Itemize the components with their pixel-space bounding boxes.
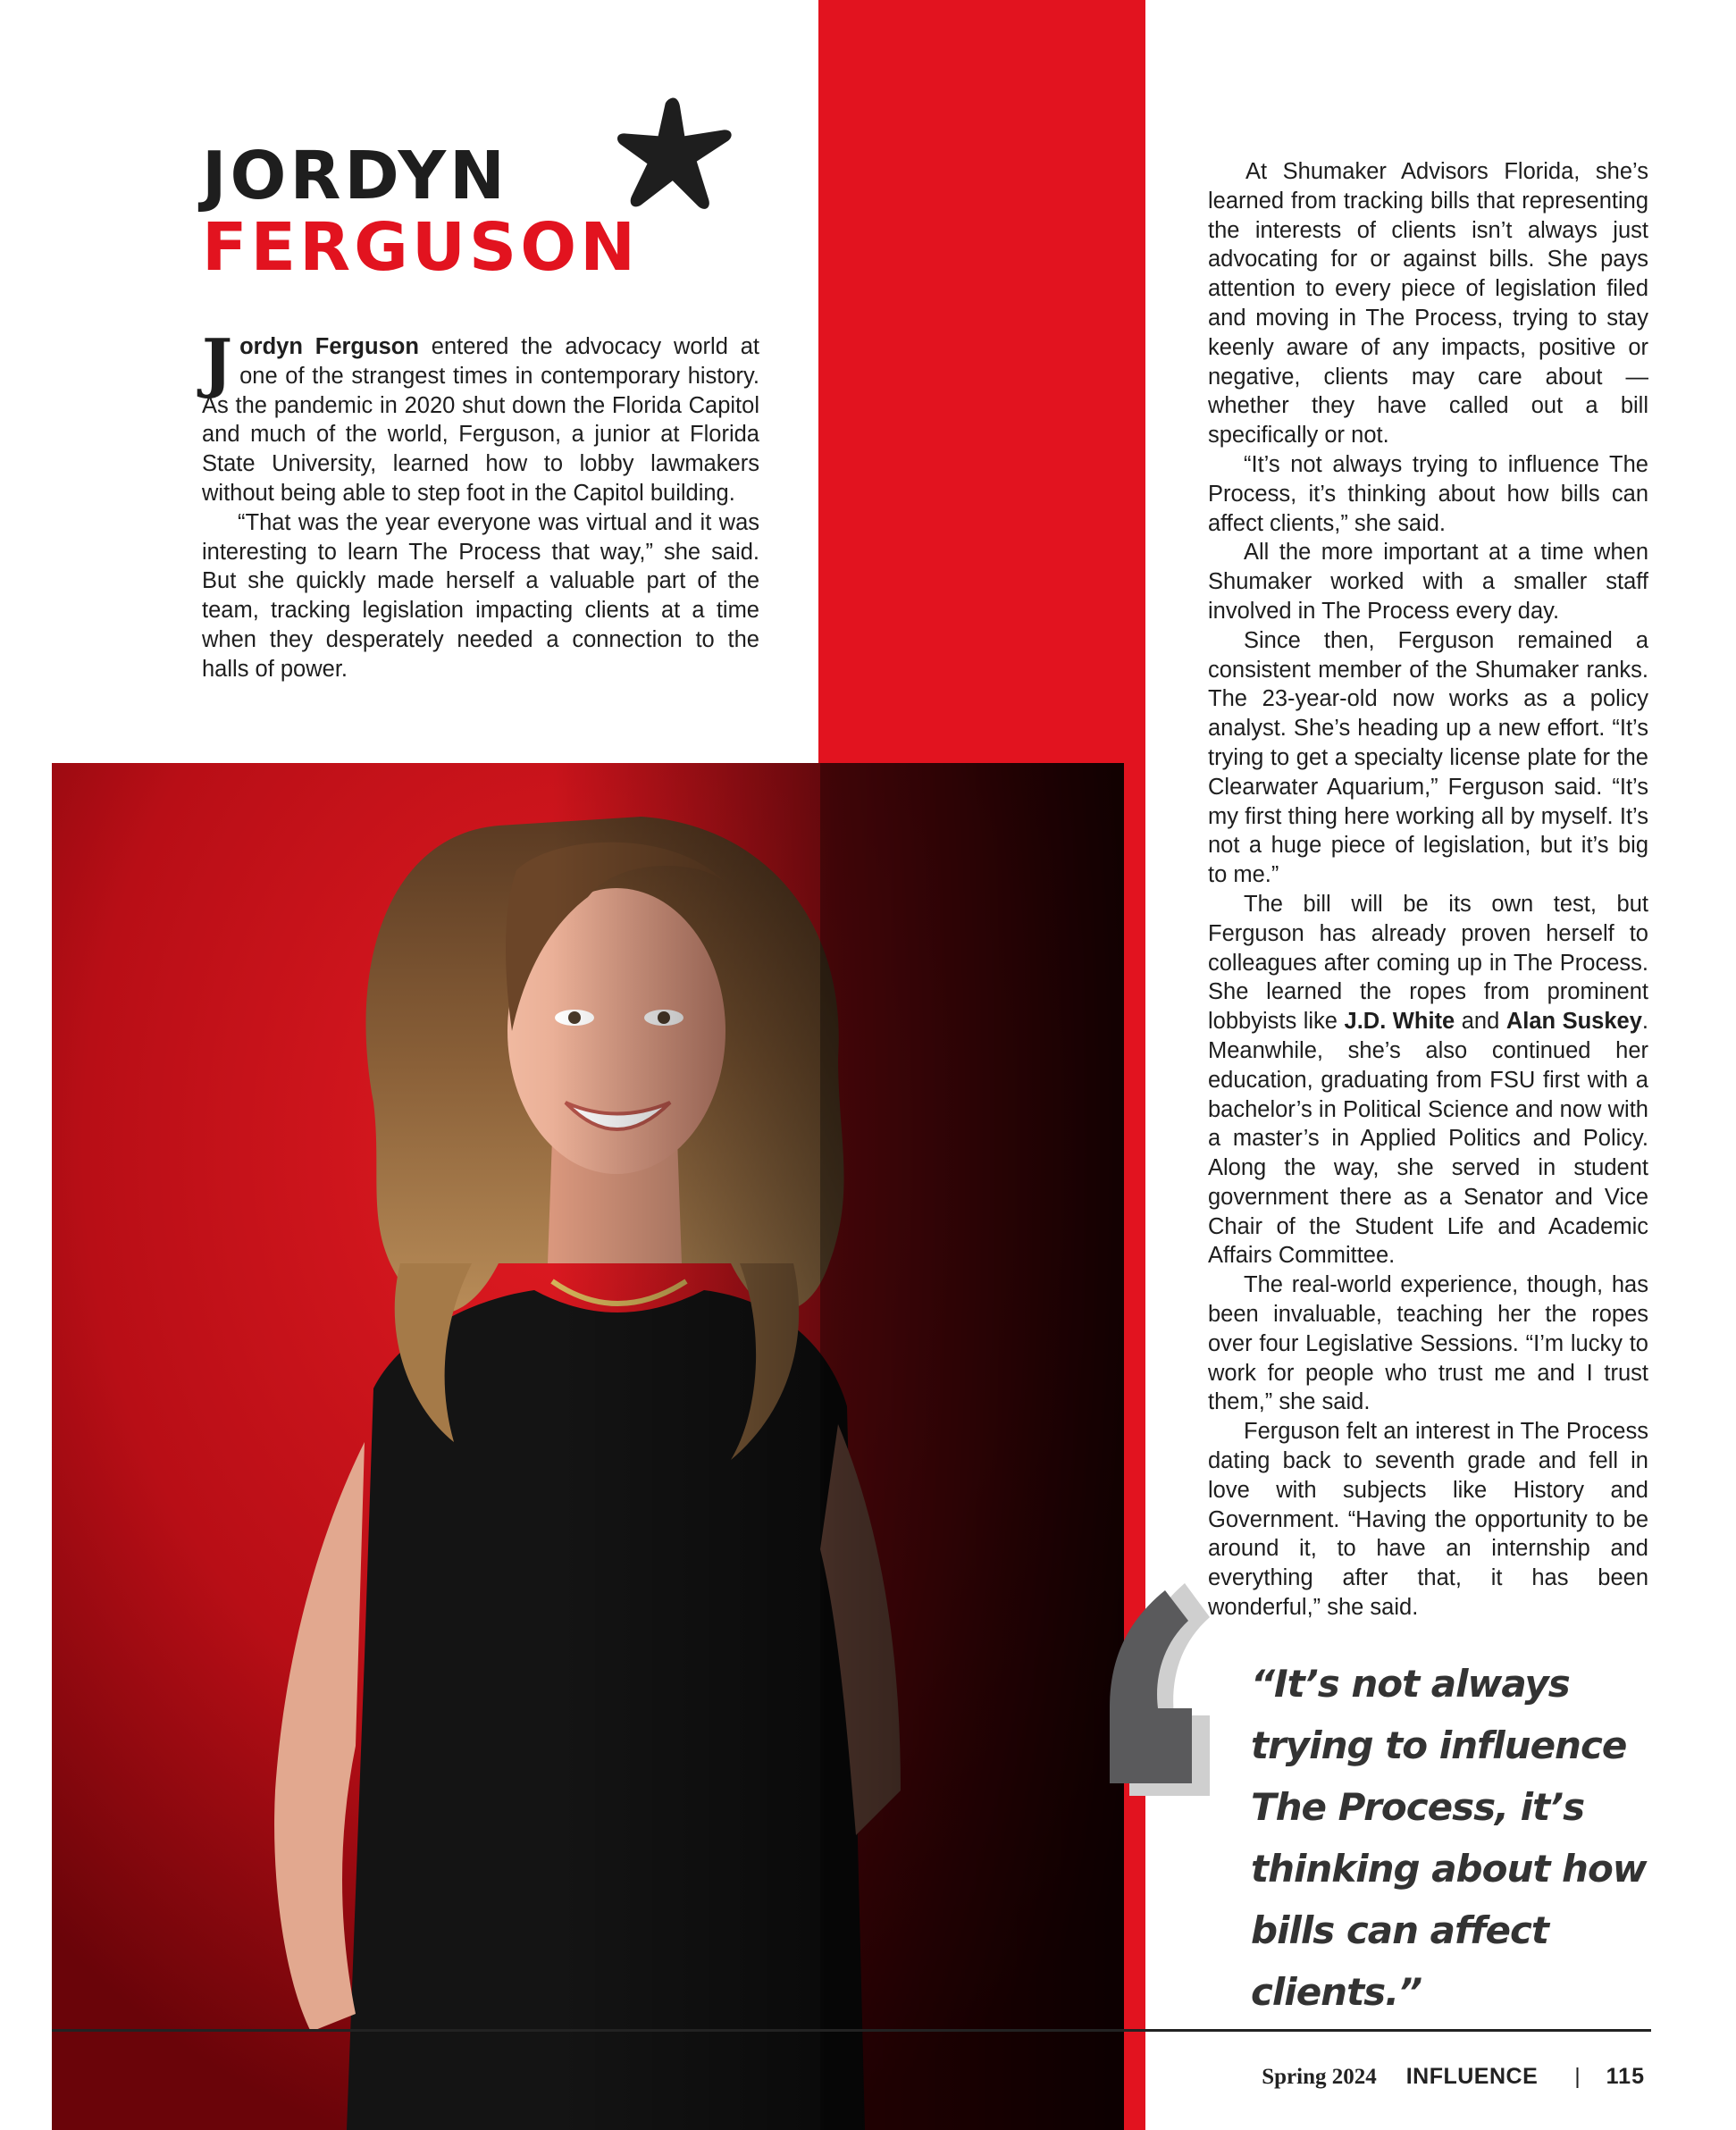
paragraph-text: . Meanwhile, she’s also continued her education, graduating from FSU first with a bachelor’s in Political Science and now with a master’s in Applied Politics and Policy. Along the way, she served in student government there as a Senator and Vice Chair of the Student Life and Academic Affairs Committee. xyxy=(1208,1009,1648,1269)
portrait-illustration xyxy=(52,763,1124,2130)
star-icon xyxy=(615,94,735,214)
drop-cap: J xyxy=(202,324,233,400)
paragraph-text: entered the advocacy world at one of the strangest times in contemporary history. As the pandemic in 2020 shut down the Florida Capitol and much of the world, Ferguson, a junior at Florida State University, learned how to lobby lawmakers without being able to step foot in the Capitol building. xyxy=(202,334,760,506)
paragraph xyxy=(1208,890,1648,1270)
footer-separator: | xyxy=(1574,2064,1581,2089)
title-last-name: FERGUSON xyxy=(202,209,640,286)
paragraph: “That was the year everyone was virtual and it was interesting to learn The Process that way,” she said. But she quickly made herself a valuable part of the team, tracking legislation impacting clients at a time when they desperately needed a connection to the halls of power. xyxy=(202,509,759,682)
body-column-right xyxy=(1208,157,1648,1623)
footer-divider xyxy=(52,2029,1651,2032)
issue-date: Spring 2024 xyxy=(1262,2065,1377,2089)
person-name: J.D. White xyxy=(1344,1009,1455,1035)
title-first-name: JORDYN xyxy=(202,138,508,214)
paragraph-text: The bill will be its own test, but Ferguson has already proven herself to colleagues after coming up in The Process. She learned the ropes from prominent lobbyists like xyxy=(1208,891,1648,1035)
magazine-name: INFLUENCE xyxy=(1405,2064,1539,2089)
paragraph: Ferguson felt an interest in The Process dating back to seventh grade and fell in love with subjects like History and Government. “Having the opportunity to be around it, to have an internship and everything after that, it has been wonderful,” she said. xyxy=(1208,1419,1648,1621)
paragraph: All the more important at a time when Shumaker worked with a smaller staff involved in The Process every day. xyxy=(1208,540,1648,624)
paragraph xyxy=(202,324,760,508)
article-title xyxy=(202,138,640,286)
person-name: Alan Suskey xyxy=(1505,1009,1642,1035)
body-column-left xyxy=(202,324,760,684)
paragraph: The real-world experience, though, has been invaluable, teaching her the ropes over four Legislative Sessions. “I’m lucky to work for people who trust me and I trust them,” she said. xyxy=(1208,1272,1648,1415)
paragraph: Since then, Ferguson remained a consistent member of the Shumaker ranks. The 23-year-old now works as a policy analyst. She’s heading up a new effort. “It’s trying to get a specialty license plate for the Clearwater Aquarium,” Ferguson said. “It’s my first thing here working all by myself. It’s not a huge piece of legislation, but it’s big to me.” xyxy=(1208,627,1648,888)
paragraph: At Shumaker Advisors Florida, she’s learned from tracking bills that representing the interests of clients isn’t always just advocating for or against bills. She pays attention to every piece of legislation filed and moving in The Process, trying to stay keenly aware of any impacts, positive or negative, clients may care about — whether they have called out a bill specifically or not. xyxy=(1208,159,1648,449)
paragraph-text: and xyxy=(1455,1009,1506,1035)
pull-quote: “It’s not always trying to influence The Process, it’s thinking about how bills can affect clients.” xyxy=(1251,1662,1647,2014)
portrait-photo xyxy=(52,763,1124,2130)
page-footer xyxy=(1262,2064,1645,2090)
page-number: 115 xyxy=(1606,2064,1645,2089)
lead-name: ordyn Ferguson xyxy=(239,334,419,359)
quote-mark-icon xyxy=(1099,1581,1224,1805)
paragraph: “It’s not always trying to influence The Process, it’s thinking about how bills can affect clients,” she said. xyxy=(1208,451,1648,536)
